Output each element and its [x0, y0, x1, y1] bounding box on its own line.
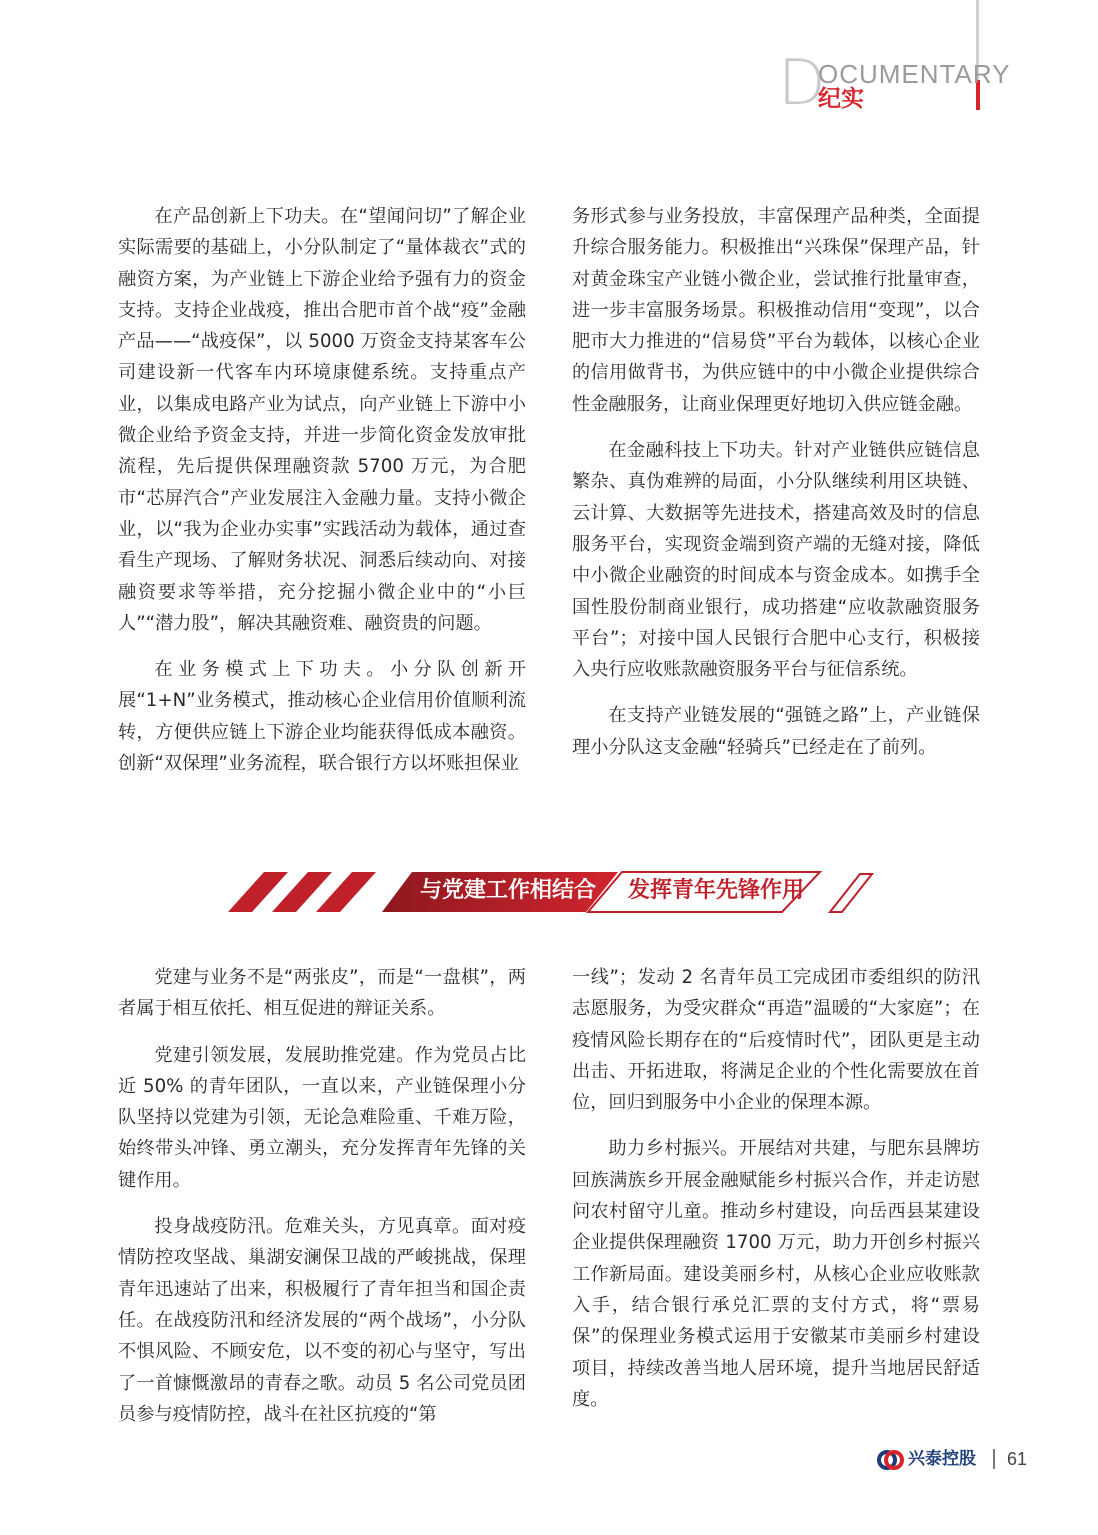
header-english-title: OCUMENTARY	[818, 59, 1011, 89]
bottom-right-column	[572, 962, 980, 1415]
top-left-column	[118, 201, 526, 779]
footer-brand: 兴泰控股	[908, 1449, 976, 1469]
paragraph: 在产品创新上下功夫。在“望闻问切”了解企业实际需要的基础上，小分队制定了“量体裁衣”式的融资方案，为产业链上下游企业给予强有力的资金支持。支持企业战疫，推出合肥市首个战“疫”金融产品——“战疫保”，以 5000 万资金支持某客车公司建设新一代客车内环境康健系统。支持重点产业，以集成电路产业为试点，向产业链上下游中小微企业给予资金支持，并进一步简化资金发放审批流程，先后提供保理融资款 5700 万元，为合肥市“芯屏汽合”产业发展注入金融力量。支持小微企业，以“我为企业办实事”实践活动为载体，通过查看生产现场、了解财务状况、洞悉后续动向、对接融资要求等举措，充分挖掘小微企业中的“小巨人”“潜力股”，解决其融资难、融资贵的问题。	[118, 206, 526, 634]
header-chinese-title: 纪实	[818, 86, 864, 112]
paragraph: 助力乡村振兴。开展结对共建，与肥东县牌坊回族满族乡开展金融赋能乡村振兴合作，并走访慰问农村留守儿童。推动乡村建设，向岳西县某建设企业提供保理融资 1700 万元，助力开创乡村振兴工作新局面。建设美丽乡村，从核心企业应收账款入手，结合银行承兑汇票的支付方式，将“票易保”的保理业务模式运用于安徽某市美丽乡村建设项目，持续改善当地人居环境，提升当地居民舒适度。	[572, 1138, 980, 1410]
paragraph: 在业务模式上下功夫。小分队创新开展“1+N”业务模式，推动核心企业信用价值顺利流转，方便供应链上下游企业均能获得低成本融资。创新“双保理”业务流程，联合银行方以坏账担保业	[118, 659, 526, 775]
paragraph: 投身战疫防汛。危难关头，方见真章。面对疫情防控攻坚战、巢湖安澜保卫战的严峻挑战，保理青年迅速站了出来，积极履行了青年担当和国企责任。在战疫防汛和经济发展的“两个战场”，小分队不惧风险、不顾安危，以不变的初心与坚守，写出了一首慷慨激昂的青春之歌。动员 5 名公司党员团员参与疫情防控，战斗在社区抗疫的“第	[118, 1216, 526, 1425]
paragraph: 党建引领发展，发展助推党建。作为党员占比近 50% 的青年团队，一直以来，产业链保理小分队坚持以党建为引领，无论急难险重、千难万险，始终带头冲锋、勇立潮头，充分发挥青年先锋的关键作用。	[118, 1044, 526, 1191]
footer-separator	[993, 1449, 995, 1469]
banner-right-text: 发挥青年先锋作用	[628, 877, 805, 903]
top-right-column	[572, 201, 980, 763]
banner-left-text: 与党建工作相结合	[420, 877, 597, 903]
page-number: 61	[1007, 1449, 1028, 1469]
paragraph: 在金融科技上下功夫。针对产业链供应链信息繁杂、真伪难辨的局面，小分队继续利用区块链、云计算、大数据等先进技术，搭建高效及时的信息服务平台，实现资金端到资产端的无缝对接，降低中小微企业融资的时间成本与资金成本。如携手全国性股份制商业银行，成功搭建“应收款融资服务平台”；对接中国人民银行合肥中心支行，积极接入央行应收账款融资服务平台与征信系统。	[572, 440, 980, 681]
bottom-left-column	[118, 962, 526, 1430]
paragraph: 在支持产业链发展的“强链之路”上，产业链保理小分队这支金融“轻骑兵”已经走在了前列。	[572, 705, 980, 758]
paragraph: 一线”；发动 2 名青年员工完成团市委组织的防汛志愿服务，为受灾群众“再造”温暖的“大家庭”；在疫情风险长期存在的“后疫情时代”，团队更是主动出击、开拓进取，将满足企业的个性化需要放在首位，回归到服务中小企业的保理本源。	[572, 967, 980, 1114]
company-logo-icon	[876, 1449, 904, 1471]
paragraph: 党建与业务不是“两张皮”，而是“一盘棋”，两者属于相互依托、相互促进的辩证关系。	[118, 967, 526, 1020]
header-letter-d: D	[778, 46, 826, 119]
banner-end-chevron	[830, 874, 872, 912]
paragraph: 务形式参与业务投放，丰富保理产品种类，全面提升综合服务能力。积极推出“兴珠保”保理产品，针对黄金珠宝产业链小微企业，尝试推行批量审查，进一步丰富服务场景。积极推动信用“变现”，以合肥市大力推进的“信易贷”平台为载体，以核心企业的信用做背书，为供应链中的中小微企业提供综合性金融服务，让商业保理更好地切入供应链金融。	[572, 206, 980, 415]
